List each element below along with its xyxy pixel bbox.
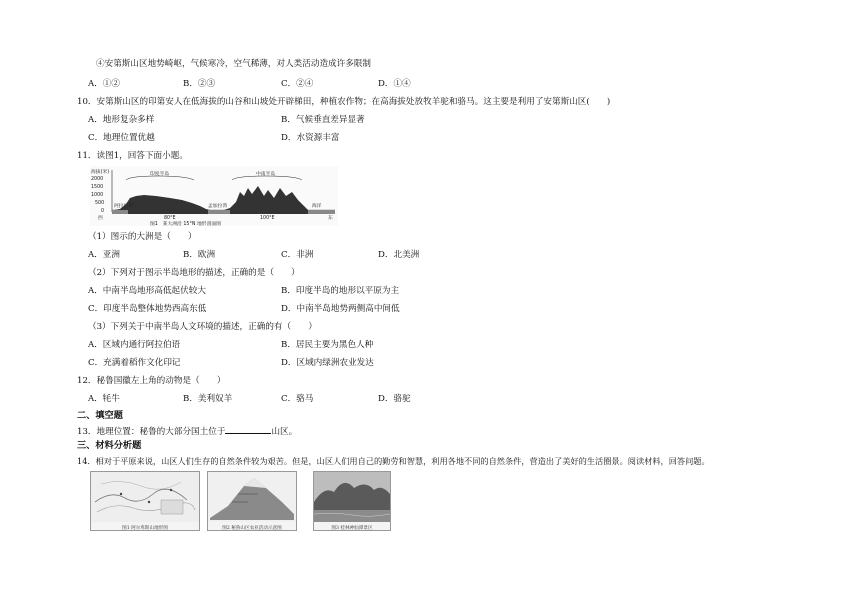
q11-sub3-option-d[interactable]: D．区域内绿洲农业发达: [281, 358, 374, 368]
label-indochina-peninsula: 中南半岛: [256, 172, 276, 177]
q10-option-c[interactable]: C．地理位置优越: [88, 133, 155, 143]
label-bay-of-bengal: 孟加拉湾: [208, 204, 228, 209]
profile-ylabel: 海拔(米): [91, 170, 110, 175]
peru-diagram-graphic: [208, 472, 296, 522]
peru-diagram-caption: 图2 秘鲁山区农业活动示意图: [222, 526, 282, 531]
peru-agriculture-diagram: [207, 471, 297, 531]
q13-after: 山区。: [271, 427, 298, 437]
label-east: 东: [328, 216, 333, 221]
q9-option-a[interactable]: A．①②: [88, 79, 120, 89]
label-india-peninsula: 印度半岛: [150, 172, 170, 177]
section-fill-in-heading: 二、填空题: [77, 410, 123, 421]
q12-option-a[interactable]: A．牦牛: [88, 394, 120, 404]
profile-ytick-1000: 1000: [91, 193, 104, 198]
q12-option-b[interactable]: B．美利奴羊: [183, 394, 233, 404]
label-sea: 海洋: [312, 204, 322, 209]
q11-sub3-option-c[interactable]: C．充满着稻作文化印记: [88, 358, 181, 368]
q11-sub3: （3）下列关于中南半岛人文环境的描述，正确的有（ ）: [88, 322, 317, 332]
q13-before: 13．地理位置：秘鲁的大部分国土位于: [77, 427, 226, 437]
q9-option-d[interactable]: D．①④: [378, 79, 411, 89]
profile-ytick-2000: 2000: [91, 177, 104, 182]
q12-option-c[interactable]: C．骆马: [281, 394, 314, 404]
profile-ytick-1500: 1500: [91, 185, 104, 190]
profile-caption: 图1 某大洲沿 15°N 地形剖面图: [150, 222, 221, 226]
guilin-photo-caption: 图3 桂林神仙潭景区: [331, 526, 373, 531]
guilin-photo-graphic: [314, 472, 390, 522]
q11-sub1: （1）图示的大洲是（ ）: [88, 232, 197, 242]
profile-ytick-0: 0: [101, 209, 105, 214]
q10-option-d[interactable]: D．水资源丰富: [281, 133, 340, 143]
q12-option-d[interactable]: D．骆驼: [378, 394, 411, 404]
section-material-analysis-heading: 三、材料分析题: [77, 440, 142, 451]
q14-stem: 14．相对于平原来说，山区人们生存的自然条件较为艰苦。但是，山区人们用自己的勤劳和智慧，利用各地不同的自然条件，营造出了美好的生活圈景。阅读材料，回答问题。: [77, 456, 710, 466]
q11-sub1-option-a[interactable]: A．亚洲: [88, 250, 120, 260]
q11-sub1-option-d[interactable]: D．北美洲: [378, 250, 420, 260]
q11-sub2-option-d[interactable]: D．中南半岛地势两侧高中间低: [281, 304, 400, 314]
q9-item4: ④安第斯山区地势崎岖，气候寒冷，空气稀薄，对人类活动造成许多限制: [96, 59, 372, 69]
q13-line: [77, 424, 297, 438]
q11-stem: 11．读图1，回答下面小题。: [77, 151, 188, 161]
q13-answer-blank[interactable]: [225, 424, 271, 434]
alps-map-caption: 图1 阿尔卑斯山地形图: [122, 526, 168, 531]
q10-option-b[interactable]: B．气候垂直差异显著: [281, 115, 365, 125]
q11-sub2: （2）下列对于图示半岛地形的描述，正确的是（ ）: [88, 268, 300, 278]
q11-sub2-option-b[interactable]: B．印度半岛的地形以平原为主: [281, 286, 400, 296]
q10-option-a[interactable]: A．地形复杂多样: [88, 115, 155, 125]
guilin-scenic-photo: [313, 471, 391, 531]
q10-stem: 10．安第斯山区的印第安人在低海拔的山谷和山坡处开辟梯田，种植农作物；在高海拔处放牧羊驼和骆马。这主要是利用了安第斯山区( ): [77, 97, 611, 107]
terrain-profile-svg: [90, 166, 338, 226]
q9-option-b[interactable]: B．②③: [183, 79, 216, 89]
q11-sub3-option-a[interactable]: A．区域内通行阿拉伯语: [88, 340, 181, 350]
alps-map-graphic: [91, 472, 199, 522]
q11-sub2-option-c[interactable]: C．印度半岛整体地势西高东低: [88, 304, 207, 314]
q11-sub3-option-b[interactable]: B．居民主要为黑色人种: [281, 340, 374, 350]
tick-100e: 100°E: [260, 216, 275, 221]
q12-stem: 12．秘鲁国徽左上角的动物是（ ）: [77, 376, 226, 386]
label-west: 西: [98, 216, 103, 221]
terrain-profile-figure: [90, 166, 338, 226]
q9-option-c[interactable]: C．②④: [281, 79, 314, 89]
q11-sub1-option-c[interactable]: C．非洲: [281, 250, 314, 260]
label-arabian-sea: 阿拉伯海: [114, 204, 134, 209]
alps-terrain-map: [90, 471, 200, 531]
q11-sub2-option-a[interactable]: A．中南半岛地形高低起伏较大: [88, 286, 206, 296]
tick-80e: 80°E: [164, 216, 176, 221]
profile-ytick-500: 500: [95, 201, 105, 206]
q11-sub1-option-b[interactable]: B．欧洲: [183, 250, 216, 260]
